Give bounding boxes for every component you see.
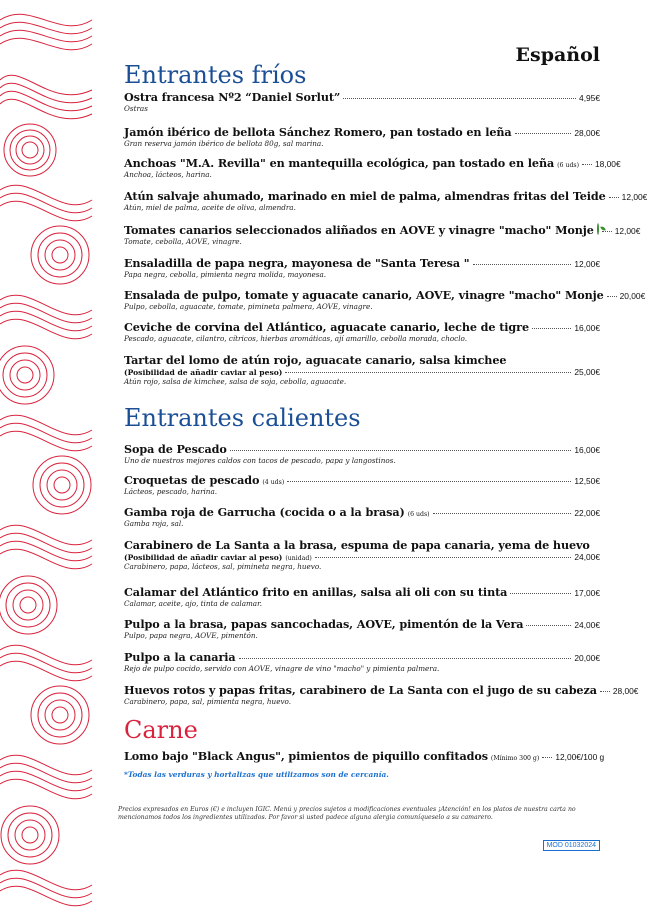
wave-pattern-icon [0,0,92,905]
mod-code-badge: MOD 01032024 [543,840,600,851]
item-price: 12,00€ [621,192,647,202]
menu-item [124,156,621,179]
item-description: Gran reserva jamón ibérico de bellota 80g, sal marina. [124,139,324,148]
item-name: Atún salvaje ahumado, marinado en miel de palma, almendras fritas del Teide [124,189,606,203]
item-name: Lomo bajo "Black Angus", pimientos de piquillo confitados [124,749,488,763]
item-price: 20,00€ [574,653,600,663]
item-name: Gamba roja de Garrucha (cocida o a la brasa) [124,505,405,519]
item-name: Tartar del lomo de atún rojo, aguacate canario, salsa kimchee [124,353,507,367]
local-produce-note: *Todas las verduras y hortalizas que utilizamos son de cercanía. [124,770,389,779]
item-unit: (4 uds) [262,479,285,486]
item-description: Calamar, aceite, ajo, tinta de calamar. [124,599,263,608]
menu-item [124,90,600,113]
menu-item [124,683,639,706]
item-price: 12,00€/100 g [555,752,605,762]
item-unit: (6 uds) [407,511,430,518]
item-description: Pescado, aguacate, cilantro, cítricos, hierbas aromáticas, ají amarillo, cebolla morada, choclo. [124,334,467,343]
item-name: Jamón ibérico de bellota Sánchez Romero, pan tostado en leña [124,125,512,139]
menu-item [124,749,605,763]
menu-item [124,125,600,148]
item-name: Pulpo a la brasa, papas sancochadas, AOVE, pimentón de la Vera [124,617,524,631]
item-subtitle: (Posibilidad de añadir caviar al peso) [124,368,283,377]
language-label: Español [515,44,600,66]
menu-item [124,320,600,343]
item-description: Anchoa, lácteos, harina. [124,170,212,179]
item-price: 22,00€ [574,508,600,518]
item-description: Pulpo, cebolla, aguacate, tomate, pimineta palmera, AOVE, vinagre. [124,302,373,311]
item-price: 28,00€ [574,128,600,138]
item-price: 24,00€ [574,620,600,630]
item-description: Gamba roja, sal. [124,519,184,528]
vegetarian-leaf-icon [597,223,599,235]
item-name: Calamar del Atlántico frito en anillas, salsa ali oli con su tinta [124,585,508,599]
item-description: Papa negra, cebolla, pimienta negra molida, mayonesa. [124,270,327,279]
decorative-wave-border [0,0,92,905]
item-name: Carabinero de La Santa a la brasa, espuma de papa canaria, yema de huevo [124,538,590,552]
item-price: 12,00€ [614,226,641,236]
item-price: 24,00€ [574,552,600,562]
item-price: 18,00€ [595,159,621,169]
item-name: Ostra francesa Nº2 “Daniel Sorlut” [124,90,341,104]
item-description: Atún rojo, salsa de kimchee, salsa de soja, cebolla, aguacate. [124,377,347,386]
item-description: Carabinero, papa, sal, pimienta negra, huevo. [124,697,291,706]
item-description: Ostras [124,104,148,113]
section-title-carne: Carne [124,716,198,744]
menu-item [124,353,600,386]
item-price: 17,00€ [574,588,600,598]
item-description: Rejo de pulpo cocido, servido con AOVE, vinagre de vino "macho" y pimienta palmera. [124,664,440,673]
item-unit: (6 uds) [557,162,579,169]
item-name: Pulpo a la canaria [124,650,236,664]
item-name: Sopa de Pescado [124,442,227,456]
item-description: Uno de nuestros mejores caldos con tacos de pescado, papa y langostinos. [124,456,396,465]
menu-item [124,585,600,608]
section-title-entrantes-calientes: Entrantes calientes [124,404,361,432]
item-description: Tomate, cebolla, AOVE, vinagre. [124,237,242,246]
item-name: Anchoas "M.A. Revilla" en mantequilla ecológica, pan tostado en leña [124,156,555,170]
item-price: 16,00€ [574,445,600,455]
item-name: Ensalada de pulpo, tomate y aguacate canario, AOVE, vinagre "macho" Monje [124,288,604,302]
item-price: 4,95€ [579,93,600,103]
section-title-entrantes-frios: Entrantes fríos [124,61,307,89]
item-name: Croquetas de pescado [124,473,260,487]
item-name: Tomates canarios seleccionados aliñados en AOVE y vinagre "macho" Monje [124,223,594,237]
menu-item [124,505,600,528]
menu-item [124,442,600,465]
item-unit: (Mínimo 300 g) [490,755,540,762]
menu-item [124,256,600,279]
item-price: 12,00€ [574,259,600,269]
item-price: 28,00€ [612,686,639,696]
menu-item [124,473,600,496]
menu-item [124,288,646,311]
item-price: 20,00€ [619,291,646,301]
item-description: Lácteos, pescado, harina. [124,487,218,496]
item-name: Huevos rotos y papas fritas, carabinero de La Santa con el jugo de su cabeza [124,683,597,697]
item-name: Ensaladilla de papa negra, mayonesa de "Santa Teresa " [124,256,470,270]
footer-disclaimer: Precios expresados en Euros (€) e incluyen IGIC. Menú y precios sujetos a modificaciones eventuales ¡Atención! en los platos de nuestra carta no mencionamos todos los ingredientes utilizados. Por favor si usted padece alguna alergia comuníqueselo a su camarero. [118,806,576,821]
item-description: Atún, miel de palma, aceite de oliva, almendra. [124,203,296,212]
item-description: Pulpo, papa negra, AOVE, pimentón. [124,631,258,640]
menu-item [124,617,600,640]
menu-item [124,189,647,212]
menu-item [124,538,600,571]
item-price: 12,50€ [574,476,600,486]
item-price: 16,00€ [574,323,600,333]
menu-item [124,650,600,673]
item-unit: (unidad) [285,555,312,562]
menu-item [124,222,641,246]
item-name: Ceviche de corvina del Atlántico, aguacate canario, leche de tigre [124,320,529,334]
item-subtitle: (Posibilidad de añadir caviar al peso) [124,553,283,562]
item-price: 25,00€ [574,367,600,377]
item-description: Carabinero, papa, lácteos, sal, pimineta negra, huevo. [124,562,322,571]
